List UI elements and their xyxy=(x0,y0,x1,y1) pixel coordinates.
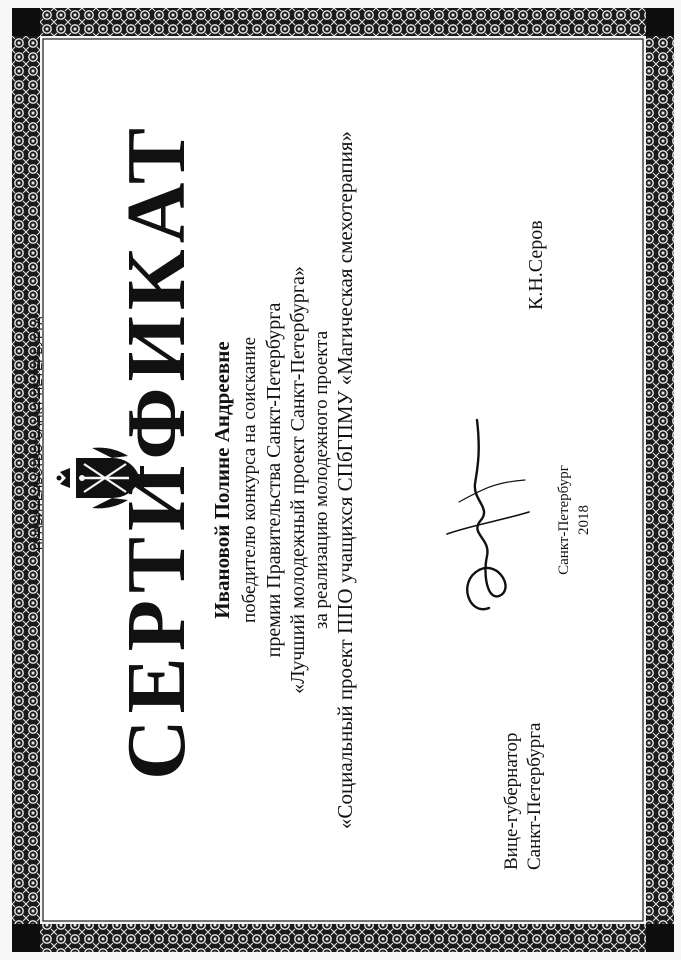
year-text: 2018 xyxy=(576,505,592,535)
signer-position-line-1: Вице-губернатор xyxy=(501,732,522,870)
award-line-2: премии Правительства Санкт-Петербурга xyxy=(263,302,285,658)
award-line-3: «Лучший молодежный проект Санкт-Петербурга» xyxy=(287,266,309,694)
award-line-1: победителю конкурса на соискание xyxy=(239,336,260,624)
certificate-title: СЕРТИФИКАТ xyxy=(110,121,203,780)
signer-position-line-2: Санкт-Петербурга xyxy=(524,722,545,870)
city-text: Санкт-Петербург xyxy=(556,465,572,575)
award-line-4: за реализацию молодежного проекта xyxy=(311,330,332,630)
signer-name: К.Н.Серов xyxy=(525,220,547,310)
award-line-5: «Социальный проект ППО учащихся СПбГПМУ «Магическая смехотерапия» xyxy=(333,130,357,830)
certificate-content xyxy=(31,30,651,930)
signature-icon xyxy=(429,410,539,630)
issuer-text: ПРАВИТЕЛЬСТВО САНКТ-ПЕТЕРБУРГА xyxy=(31,316,45,550)
recipient-name: Ивановой Полине Андреевне xyxy=(210,341,234,619)
